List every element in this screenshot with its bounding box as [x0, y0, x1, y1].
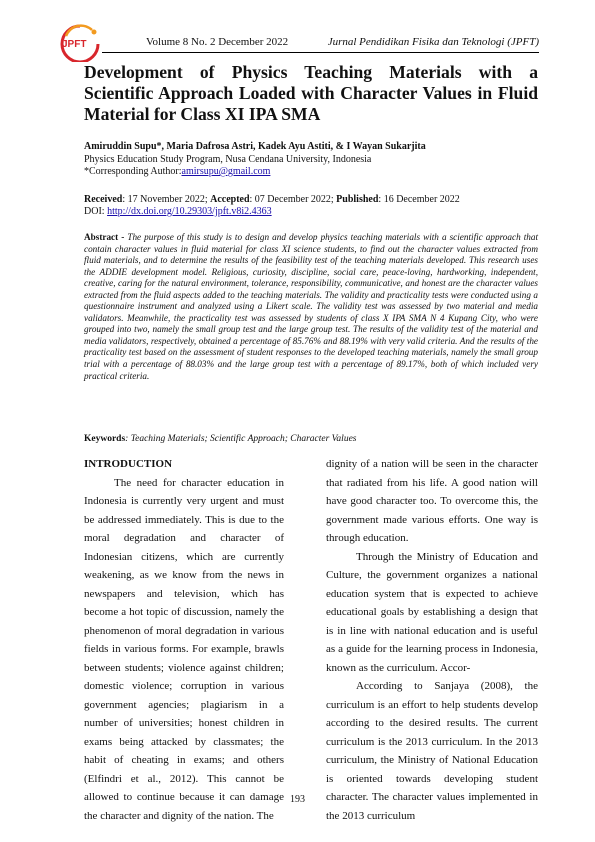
keywords-label: Keywords — [84, 434, 126, 444]
affiliation: Physics Education Study Program, Nusa Cendana University, Indonesia — [84, 154, 372, 165]
journal-volume: Volume 8 No. 2 December 2022 — [146, 36, 289, 48]
publication-dates — [84, 194, 538, 205]
accepted-label: Accepted — [210, 194, 250, 205]
abstract — [84, 232, 538, 382]
doi-label: DOI: — [84, 206, 108, 217]
received-label: Received — [84, 194, 123, 205]
published-label: Published — [336, 194, 379, 205]
keywords — [84, 434, 538, 444]
abstract-label: Abstract - — [84, 232, 128, 242]
paper-title — [84, 62, 538, 125]
accepted-date: : 07 December 2022; — [249, 194, 337, 205]
title-line: Development of Physics Teaching Materials with a — [84, 62, 538, 82]
author-email-link[interactable]: amirsupu@gmail.com — [181, 166, 271, 177]
corresponding-label: *Corresponding Author: — [84, 166, 182, 177]
jpft-logo — [56, 22, 104, 62]
keywords-text: : Teaching Materials; Scientific Approach; Character Values — [125, 434, 357, 444]
doi-line — [84, 206, 538, 217]
doi-link[interactable]: http://dx.doi.org/10.29303/jpft.v8i2.4363 — [107, 206, 272, 217]
journal-name: Jurnal Pendidikan Fisika dan Teknologi (JPFT) — [327, 36, 539, 48]
title-line: Material for Class XI IPA SMA — [84, 104, 321, 124]
corresponding-author — [84, 166, 538, 177]
body-paragraph: According to Sanjaya (2008), the curriculum is an effort to help students develop according to the desired results. The current curriculum is the 2013 curriculum. In the 2013 curriculum, the Ministry of National Education is oriented towards developing student character. The character values implemented in the 2013 curriculum — [326, 680, 538, 822]
received-date: : 17 November 2022; — [122, 194, 211, 205]
title-line: Scientific Approach Loaded with Character Values in Fluid — [84, 83, 538, 103]
header-rule — [102, 52, 539, 53]
abstract-text: The purpose of this study is to design and develop physics teaching materials with a scientific approach that contain character values in fluid material for class XI science students, to find out the character values extracted from fluid materials, and to determine the results of the feasibility test of the teaching materials developed. This research uses the ADDIE development model. Religious, curiosity, discipline, social care, peace-loving, hardworking, independent, creative, caring for the natural environment, tolerance, responsibility, communicative, and honest are the character values extracted from the fluid aspects added to the teaching materials. The validity and practicality tests were conducted using a questionnaire instrument and analyzed using a Likert scale. The validity test was assessed by two material and media validators. Meanwhile, the practicality test was assessed by students of class X IPA SMA N 4 Kupang City, who were grouped into two, namely the small group test and the large group test. The results of the validity test of the material and media validators, respectively, obtained a percentage of 85.76% and 88.19% with very valid criteria. And the results of the practicality test based on the assessment of student responses to the developed teaching materials, namely the small group trial with a percentage of 88.03% and the large group test with a percentage of 89.17%, both of which included very practical criteria. — [84, 232, 538, 381]
published-date: : 16 December 2022 — [378, 194, 460, 205]
section-heading: INTRODUCTION — [84, 458, 173, 470]
body-paragraph: Through the Ministry of Education and Culture, the government organizes a national education system that is expected to achieve educational goals by establishing a design that is in line with national education and is useful as a guide for the learning process in Indonesia, known as the curriculum. Accor- — [326, 550, 538, 674]
page-number: 193 — [290, 794, 305, 805]
body-paragraph: dignity of a nation will be seen in the character that radiated from his life. A good nation will have good character too. To overcome this, the government made various efforts. One way is through education. — [326, 458, 538, 544]
author-list: Amiruddin Supu*, Maria Dafrosa Astri, Kadek Ayu Astiti, & I Wayan Sukarjita — [84, 141, 426, 152]
svg-text:JPFT: JPFT — [62, 39, 87, 50]
body-column-right — [326, 455, 538, 825]
body-paragraph: The need for character education in Indonesia is currently very urgent and must be addressed immediately. This is due to the moral degradation and character of Indonesian citizens, which are currently weakening, as we know from the news in newspapers and television, which has become a hot topic of discussion, namely the phenomenon of moral degradation in various fields in various forms. For example, brawls between students; violence against children; domestic violence; corruption in various government agencies; plagiarism in a number of universities; honest children in exams being attacked by classmates; the habit of cheating in exams; and others (Elfindri et al., 2012). This cannot be allowed to continue because it can damage the character and dignity of the nation. The — [84, 476, 284, 822]
body-column-left — [84, 455, 284, 825]
